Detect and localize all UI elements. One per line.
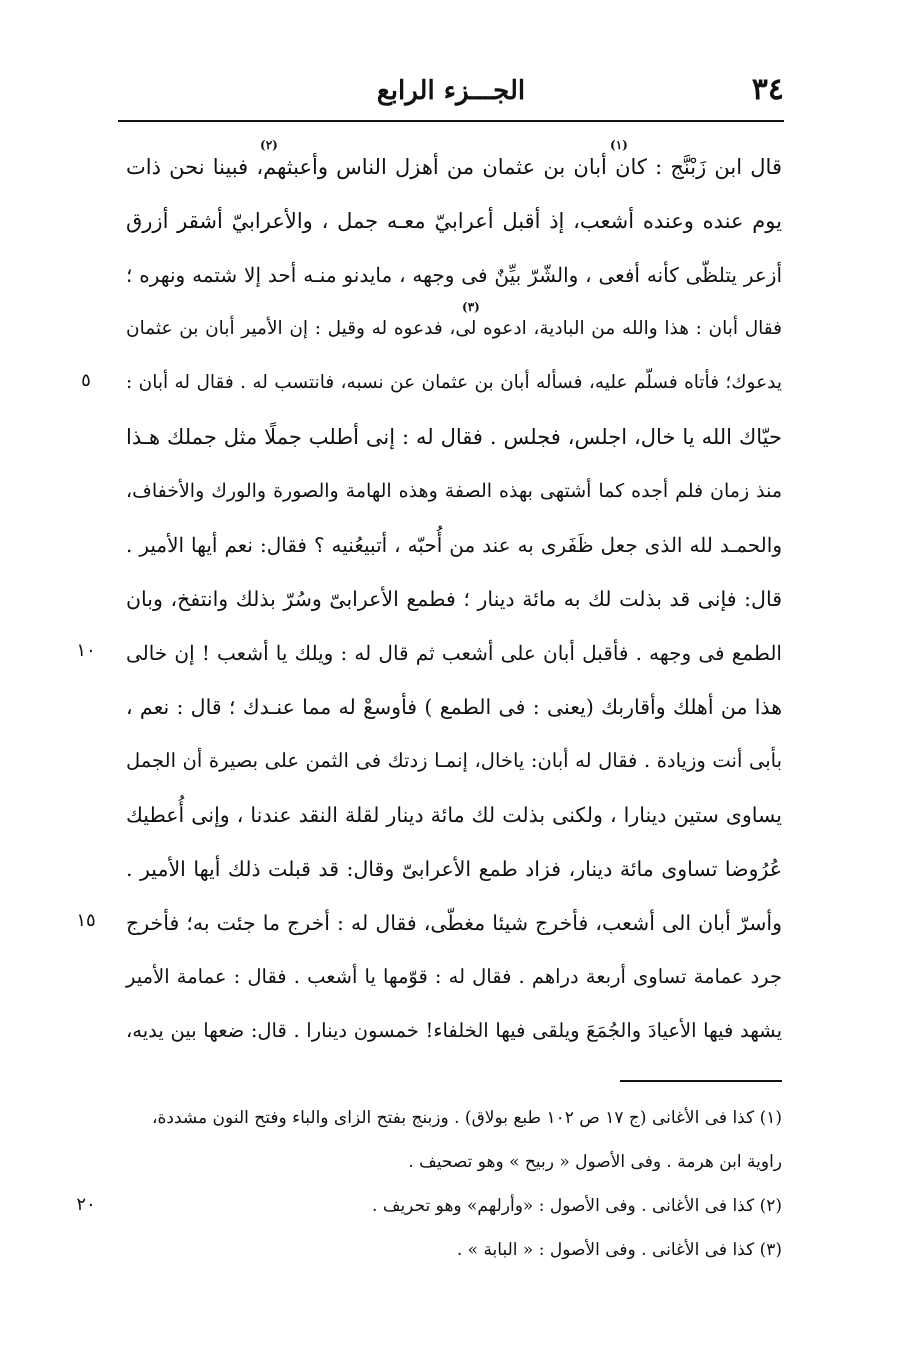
line-text: قال: فإنى قد بذلت لك به مائة دينار ؛ فطمع الأعرابىّ وسُرّ بذلك وانتفخ، وبان [126, 587, 782, 611]
line-text: جرد عمامة تساوى أربعة دراهم . فقال له : قوّمها يا أشعب . فقال : عمامة الأمير [126, 965, 782, 988]
line-text: بأبى أنت وزيادة . فقال له أبان: ياخال، إنمـا زدتك فى الثمن على بصيرة أن الجمل [126, 749, 782, 772]
text-line [126, 408, 782, 462]
page-header [118, 72, 784, 122]
footnote-rule [620, 1080, 782, 1082]
text-line [76, 894, 782, 948]
line-number: ١٥ [76, 910, 96, 931]
footnote-text: (٢) كذا فى الأغانى . وفى الأصول : «وأرلهم» وهو تحريف . [372, 1196, 782, 1216]
text-line [126, 570, 782, 624]
line-text: أزعر يتلظّى كأنه أفعى ، والشّرّ بيِّنٌ فى وجهه ، مايدنو منـه أحد إلا شتمه ونهره ؛ [126, 263, 782, 287]
line-text: يساوى ستين دينارا ، ولكنى بذلت لك مائة دينار لقلة النقد عندنا ، وإنى أُعطيك [126, 803, 782, 827]
text-line [126, 516, 782, 570]
footnote-text: (١) كذا فى الأغانى (ج ١٧ ص ١٠٢ طبع بولاق) . وزبنج بفتح الزاى والباء وفتح النون مشددة، [151, 1108, 782, 1128]
line-text: يوم عنده وعنده أشعب، إذ أقبل أعرابيّ معـه جمل ، والأعرابيّ أشقر أزرق [126, 209, 782, 233]
footnote-text: راوية ابن هرمة . وفى الأصول « ربيح » وهو تصحيف . [408, 1152, 782, 1172]
body-text [76, 138, 783, 1056]
text-line [126, 948, 782, 1002]
text-line [126, 246, 782, 300]
line-text: فقال أبان : هذا والله من البادية، ادعوه لى، فدعوه له وقيل : إن الأمير أبان بن عثمان [126, 318, 782, 339]
footnote-line [126, 1142, 782, 1186]
running-title: الجـــزء الرابع [376, 76, 526, 106]
footnote-mark-1: (١) [610, 138, 628, 152]
line-text: وأسرّ أبان الى أشعب، فأخرج شيئا مغطّى، فقال له : أخرج ما جئت به؛ فأخرج [126, 911, 782, 935]
line-text: الطمع فى وجهه . فأقبل أبان على أشعب ثم قال له : ويلك يا أشعب ! إن خالى [126, 641, 782, 665]
line-number: ٢٠ [76, 1194, 96, 1215]
footnote-text: (٣) كذا فى الأغانى . وفى الأصول : « البابة » . [456, 1240, 782, 1260]
text-line [126, 1002, 782, 1056]
text-line [126, 192, 782, 246]
text-line [126, 840, 782, 894]
line-text: عُرُوضا تساوى مائة دينار، فزاد طمع الأعرابىّ وقال: قد قبلت ذلك أيها الأمير . [126, 857, 782, 881]
page-number: ٣٤ [751, 72, 784, 107]
footnote-line [76, 1186, 782, 1230]
line-number: ١٠ [76, 640, 96, 661]
text-line [126, 462, 782, 516]
line-text: هذا من أهلك وأقاربك (يعنى : فى الطمع ) فأوسعْ له مما عنـدك ؛ قال : نعم ، [126, 695, 782, 719]
footnote-mark-2: (٢) [260, 138, 278, 152]
text-line [126, 138, 782, 192]
text-line [126, 300, 782, 354]
text-line [76, 624, 782, 678]
line-text: حيّاك الله يا خال، اجلس، فجلس . فقال له : إنى أطلب جملًا مثل جملك هـذا [126, 425, 782, 449]
header-rule [118, 120, 784, 122]
text-line [81, 354, 782, 408]
line-number: ٥ [81, 370, 91, 391]
line-text: والحمـد لله الذى جعل ظَفَرى به عند من أُحبّه ، أتبيعُنيه ؟ فقال: نعم أيها الأمير . [126, 533, 782, 557]
footnotes [76, 1098, 782, 1274]
text-line [126, 786, 782, 840]
footnote-line [126, 1098, 782, 1142]
line-text: قال ابن زَبْنَّج : كان أبان بن عثمان من أهزل الناس وأعبثهم، فبينا نحن ذات [126, 155, 782, 179]
text-line [126, 678, 782, 732]
line-text: يدعوك؛ فأتاه فسلّم عليه، فسأله أبان بن عثمان عن نسبه، فانتسب له . فقال له أبان : [126, 372, 782, 393]
line-text: يشهد فيها الأعيادَ والجُمَعَ ويلقى فيها الخلفاء! خمسون دينارا . قال: ضعها بين يديه، [126, 1019, 783, 1042]
footnote-line [126, 1230, 782, 1274]
line-text: منذ زمان فلم أجده كما أشتهى بهذه الصفة وهذه الهامة والصورة والورك والأخفاف، [126, 480, 782, 502]
text-line [126, 732, 782, 786]
footnote-mark-3: (٣) [462, 300, 480, 314]
